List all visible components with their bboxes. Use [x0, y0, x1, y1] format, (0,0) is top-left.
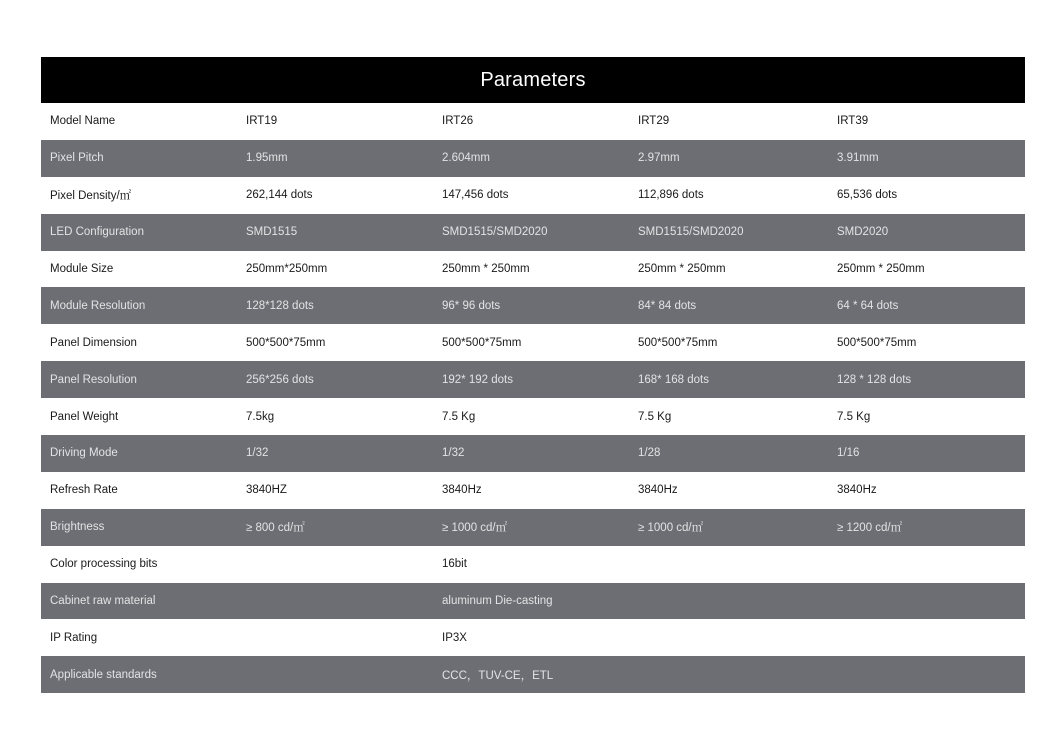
row-value-col2: 7.5 Kg	[442, 410, 476, 423]
table-row	[41, 509, 1025, 546]
table-body	[41, 103, 1025, 693]
row-value-col2: 500*500*75mm	[442, 336, 522, 349]
row-value-col2: IP3X	[442, 631, 467, 644]
row-value-col1: IRT19	[246, 115, 278, 128]
row-value-col1: 500*500*75mm	[246, 336, 326, 349]
row-value-col3: 2.97mm	[638, 152, 680, 165]
row-value-col2: aluminum Die-casting	[442, 595, 553, 608]
row-value-col4: 64 * 64 dots	[837, 299, 899, 312]
row-label: Pixel Pitch	[50, 152, 104, 165]
row-value-col1: 1/32	[246, 447, 269, 460]
table-row	[41, 398, 1025, 435]
row-label: Driving Mode	[50, 447, 118, 460]
row-value-col2: CCC，TUV-CE，ETL	[442, 669, 554, 682]
table-row	[41, 546, 1025, 583]
table-row	[41, 472, 1025, 509]
row-value-col4: 1/16	[837, 447, 860, 460]
row-value-col3: 250mm * 250mm	[638, 263, 726, 275]
row-value-col2: 192* 192 dots	[442, 373, 513, 386]
row-value-col4: 250mm * 250mm	[837, 263, 925, 275]
table-row	[41, 656, 1025, 693]
row-value-col1: 250mm*250mm	[246, 263, 328, 275]
row-value-col2: ≥ 1000 cd/㎡	[442, 522, 508, 535]
row-value-col4: 7.5 Kg	[837, 410, 871, 423]
row-label: Pixel Density/㎡	[50, 190, 132, 203]
row-value-col2: 250mm * 250mm	[442, 263, 530, 275]
row-value-col3: 1/28	[638, 447, 661, 460]
row-value-col4: 500*500*75mm	[837, 336, 917, 349]
table-row	[41, 177, 1025, 214]
row-value-col4: 128 * 128 dots	[837, 373, 912, 386]
row-value-col1: 256*256 dots	[246, 373, 314, 386]
table-row	[41, 435, 1025, 472]
row-value-col1: 3840HZ	[246, 484, 287, 497]
row-value-col3: 500*500*75mm	[638, 336, 718, 349]
row-value-col2: 16bit	[442, 558, 467, 571]
row-value-col3: 7.5 Kg	[638, 410, 672, 423]
row-label: Model Name	[50, 115, 116, 128]
row-value-col3: 84* 84 dots	[638, 299, 697, 312]
row-value-col2: 2.604mm	[442, 152, 490, 165]
table-title-bar	[41, 57, 1025, 103]
table-row	[41, 361, 1025, 398]
row-value-col1: 128*128 dots	[246, 299, 314, 312]
row-label: IP Rating	[50, 631, 98, 644]
row-value-col3: IRT29	[638, 115, 670, 128]
parameters-table	[41, 57, 1025, 693]
table-row	[41, 214, 1025, 251]
row-label: Brightness	[50, 521, 105, 534]
row-label: Module Resolution	[50, 299, 146, 312]
row-value-col4: SMD2020	[837, 226, 889, 239]
row-label: Module Size	[50, 263, 114, 275]
row-value-col4: ≥ 1200 cd/㎡	[837, 522, 903, 535]
row-value-col2: IRT26	[442, 115, 474, 128]
row-value-col3: 168* 168 dots	[638, 373, 709, 386]
row-value-col3: ≥ 1000 cd/㎡	[638, 522, 704, 535]
row-label: LED Configuration	[50, 226, 144, 239]
row-value-col2: 147,456 dots	[442, 189, 509, 202]
table-row	[41, 324, 1025, 361]
table-row	[41, 140, 1025, 177]
table-row	[41, 583, 1025, 620]
row-value-col4: 3.91mm	[837, 152, 879, 165]
row-value-col2: 1/32	[442, 447, 465, 460]
row-value-col3: 3840Hz	[638, 484, 678, 497]
table-row	[41, 287, 1025, 324]
table-row	[41, 619, 1025, 656]
row-label: Panel Resolution	[50, 373, 137, 386]
row-value-col2: 96* 96 dots	[442, 299, 501, 312]
row-value-col2: 3840Hz	[442, 484, 482, 497]
row-label: Refresh Rate	[50, 484, 118, 497]
row-label: Panel Dimension	[50, 336, 137, 349]
row-value-col4: 3840Hz	[837, 484, 877, 497]
row-value-col3: 112,896 dots	[638, 189, 704, 202]
row-value-col1: ≥ 800 cd/㎡	[246, 522, 305, 535]
row-value-col4: IRT39	[837, 115, 869, 128]
row-label: Cabinet raw material	[50, 595, 156, 608]
row-value-col2: SMD1515/SMD2020	[442, 226, 548, 239]
row-label: Applicable standards	[50, 668, 157, 681]
row-value-col3: SMD1515/SMD2020	[638, 226, 744, 239]
row-label: Color processing bits	[50, 558, 158, 571]
table-row	[41, 251, 1025, 288]
row-value-col1: 7.5kg	[246, 410, 275, 423]
table-row	[41, 103, 1025, 140]
row-value-col1: 1.95mm	[246, 152, 288, 165]
row-value-col4: 65,536 dots	[837, 189, 898, 202]
row-value-col1: SMD1515	[246, 226, 298, 239]
row-label: Panel Weight	[50, 410, 119, 423]
table-title: Parameters	[480, 68, 586, 91]
row-value-col1: 262,144 dots	[246, 189, 313, 202]
